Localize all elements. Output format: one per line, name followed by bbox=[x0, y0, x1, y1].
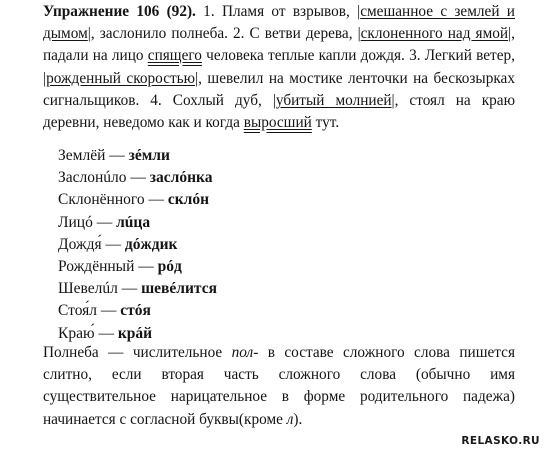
word-pair-left: Рождённый bbox=[58, 257, 135, 275]
participial-phrase-3: рожденный скоростью bbox=[46, 69, 196, 87]
word-pair-right: зéмли bbox=[128, 147, 170, 164]
sentence-1-rest: , заслонило полнеба. 2. С ветви дерева, bbox=[90, 25, 358, 43]
phrase-boundary: | bbox=[391, 91, 395, 109]
word-pair-left: Дождя́ bbox=[58, 235, 102, 253]
participial-phrase-4: убитый молнией bbox=[275, 91, 392, 109]
word-pair bbox=[58, 189, 418, 211]
word-pair-right: крáй bbox=[117, 324, 153, 342]
sentence-2-rest: человека теплые капли дождя. 3. Легкий ветер, bbox=[201, 47, 515, 65]
note-text-a: — числительное bbox=[98, 344, 232, 361]
word-pair-right: заслóнка bbox=[149, 169, 213, 187]
word-pair-right: лúца bbox=[116, 213, 151, 231]
note-prefix-pol: пол- bbox=[231, 344, 259, 361]
word-pair-left: Краю́ bbox=[58, 324, 95, 342]
site-watermark: RELASKO.RU bbox=[461, 435, 540, 447]
participle-sleeping: спящего bbox=[147, 47, 202, 65]
note-letter-l: л bbox=[286, 410, 294, 428]
note-text-b: в составе сложного слова пишется слитно, если вторая часть сложного слова (обычно имя существительное нарицательное в форме родительного падежа) начинается с согласной буквы(кроме bbox=[43, 344, 515, 428]
sentence-2-mid: , падали на лицо bbox=[43, 25, 515, 65]
word-pair-left: Заслонúло bbox=[58, 169, 127, 187]
word-pair bbox=[58, 278, 418, 300]
word-pair bbox=[58, 145, 418, 167]
rule-note-paragraph bbox=[43, 342, 515, 431]
word-pair-dash: — bbox=[144, 191, 168, 209]
word-pair-dash: — bbox=[101, 235, 125, 253]
word-pair bbox=[58, 234, 418, 256]
participial-phrase-2: склоненного над ямой bbox=[360, 25, 509, 43]
word-pair-right: склóн bbox=[167, 191, 210, 209]
phrase-boundary: | bbox=[43, 69, 47, 87]
word-pair-right: дóждик bbox=[124, 235, 178, 253]
word-pair-dash: — bbox=[126, 169, 150, 187]
exercise-title: Упражнение 106 (92). bbox=[43, 3, 196, 20]
word-pair-dash: — bbox=[117, 280, 142, 298]
note-text-c: ). bbox=[293, 410, 303, 428]
word-pair-left: Склонённого bbox=[58, 191, 145, 209]
sentence-4-rest: тут. bbox=[311, 114, 340, 132]
sentence-1-start: 1. Пламя от взрывов, bbox=[195, 3, 358, 20]
word-pair-right: стóя bbox=[120, 302, 151, 320]
word-pair bbox=[58, 256, 418, 278]
word-pair-dash: — bbox=[97, 302, 121, 320]
word-pair bbox=[58, 300, 418, 322]
word-pair-dash: — bbox=[105, 147, 129, 164]
word-pair-list bbox=[58, 145, 418, 345]
word-pair-dash: — bbox=[94, 324, 118, 342]
participial-phrase-1: смешанное с землей и дымом bbox=[43, 3, 515, 43]
phrase-boundary: | bbox=[357, 25, 361, 43]
participle-grown: выросший bbox=[243, 114, 312, 132]
phrase-boundary: | bbox=[87, 25, 91, 43]
word-pair-right: рóд bbox=[157, 257, 182, 275]
word-pair-left: Шевелúл bbox=[58, 280, 118, 298]
note-word: Полнеба bbox=[43, 344, 99, 361]
exercise-paragraph bbox=[43, 1, 515, 134]
phrase-boundary: | bbox=[272, 91, 276, 109]
word-pair-left: Лицó bbox=[58, 213, 93, 231]
sentence-4-mid: , стоял на краю деревни, неведомо как и когда bbox=[43, 91, 516, 132]
word-pair-dash: — bbox=[92, 213, 117, 231]
word-pair-left: Землёй bbox=[58, 147, 106, 164]
word-pair bbox=[58, 212, 418, 234]
phrase-boundary: | bbox=[195, 69, 199, 87]
word-pair-dash: — bbox=[134, 257, 158, 275]
word-pair-right: шевéлится bbox=[141, 280, 218, 298]
sentence-3-rest: , шевелил на мостике ленточки на бескозырках сигнальщиков. 4. Сохлый дуб, bbox=[43, 69, 515, 109]
phrase-boundary: | bbox=[508, 25, 512, 43]
phrase-boundary: | bbox=[357, 3, 361, 20]
word-pair-left: Стоя́л bbox=[58, 302, 98, 320]
word-pair bbox=[58, 167, 418, 189]
